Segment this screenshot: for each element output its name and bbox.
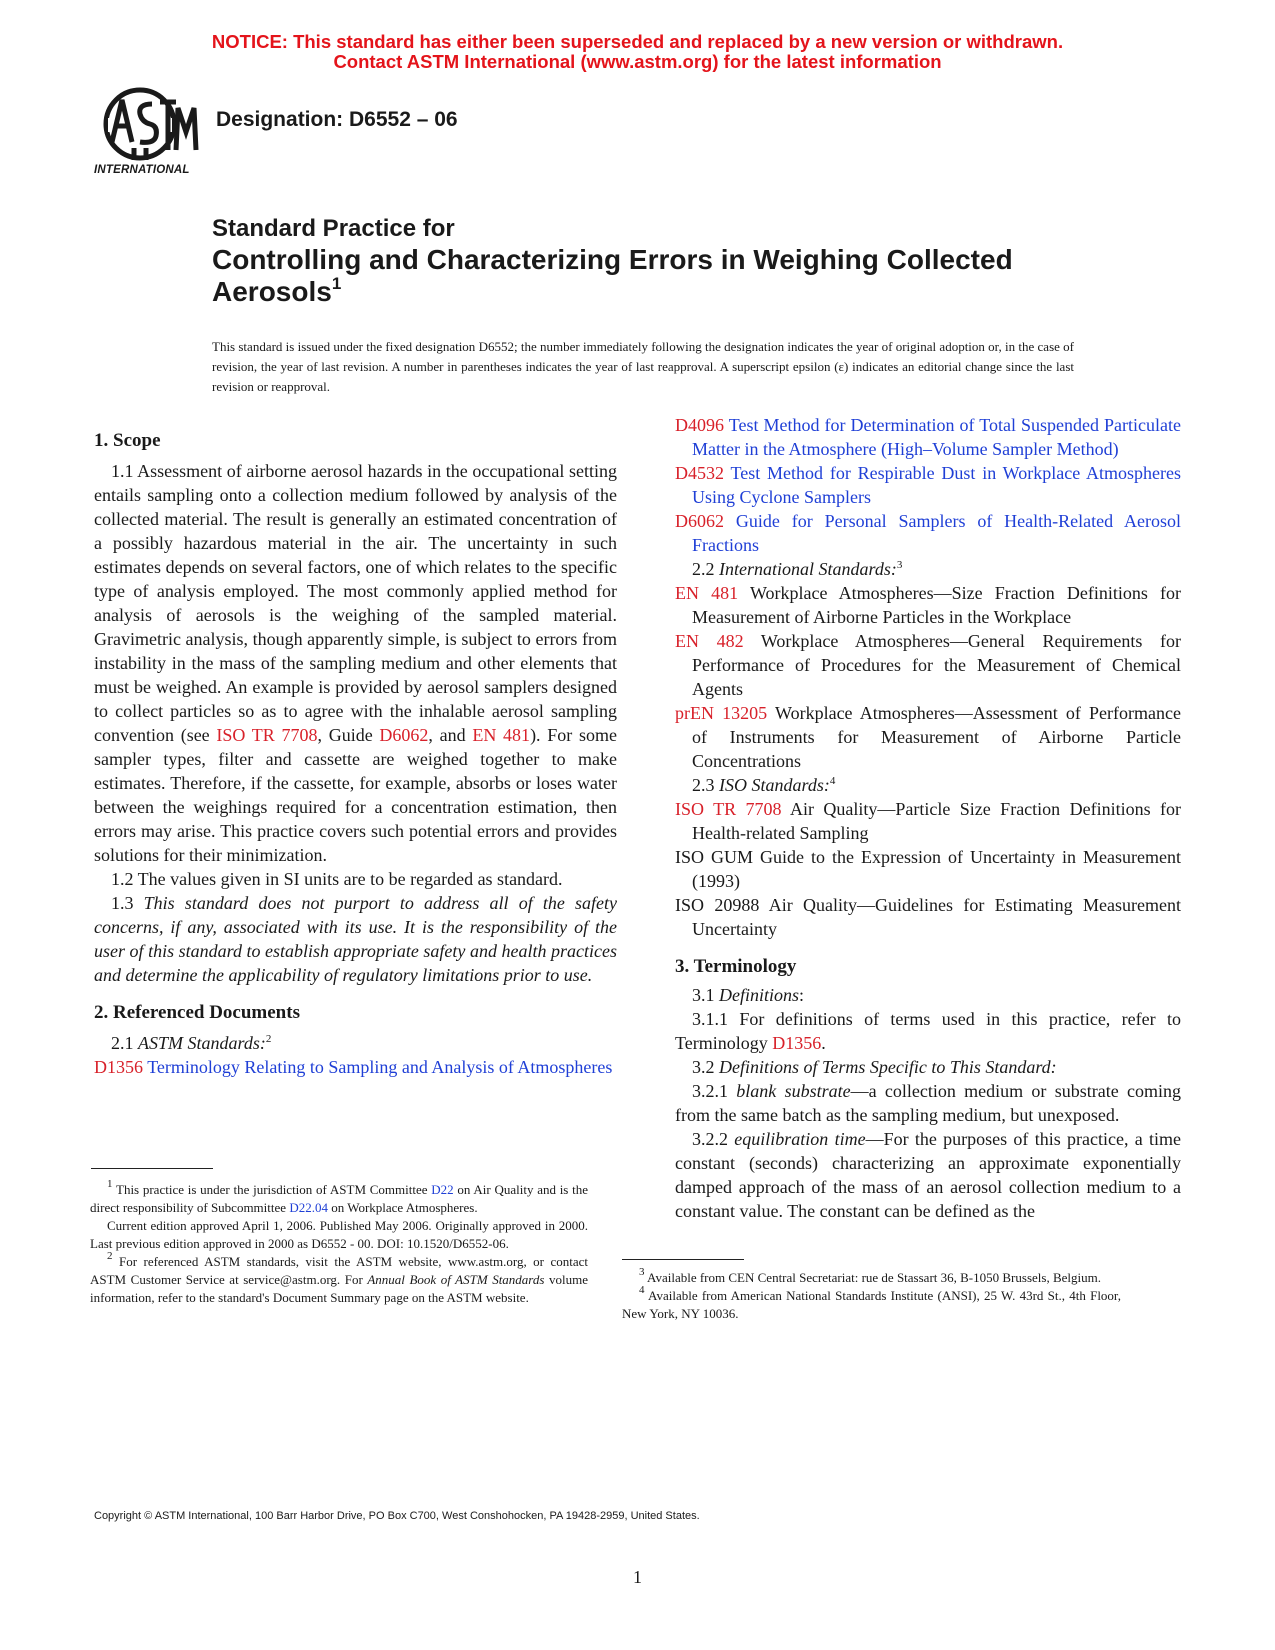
paragraph-3-1-1-text: 3.1.1 For definitions of terms used in this practice, refer to Terminology	[675, 1009, 1181, 1053]
right-column	[675, 413, 1181, 1223]
footnotes-left	[90, 1178, 588, 1307]
paragraph-3-2-2	[675, 1127, 1181, 1223]
footnote-1-b: on Air Quality and is the direct responsibility of Subcommittee	[90, 1182, 588, 1215]
ref-en-482	[675, 629, 1181, 701]
ref-d4532[interactable]	[675, 461, 1181, 509]
term-equilibration-time: equilibration time	[734, 1129, 866, 1149]
astm-label-num: 2.1	[111, 1033, 138, 1053]
paragraph-1-3	[94, 891, 617, 987]
ref-en-482-title: Workplace Atmospheres—General Requirements for Performance of Procedures for the Measurement of Chemical Agents	[692, 631, 1181, 699]
footnote-rule-left	[91, 1168, 213, 1169]
title-footnote-mark: 1	[331, 274, 342, 293]
title-line-3	[212, 276, 1172, 308]
iso-label-text: ISO Standards:	[719, 775, 830, 795]
term-blank-substrate: blank substrate	[736, 1081, 851, 1101]
footnote-rule-right	[622, 1259, 744, 1260]
footnote-4	[622, 1284, 1121, 1323]
paragraph-3-2	[675, 1055, 1181, 1079]
ref-d4096-title[interactable]: Test Method for Determination of Total Suspended Particulate Matter in the Atmosphere (High–Volume Sampler Method)	[692, 415, 1181, 459]
ref-d1356-code[interactable]: D1356	[94, 1057, 143, 1077]
link-d22[interactable]: D22	[431, 1182, 454, 1197]
ref-en-481	[675, 581, 1181, 629]
section-scope-heading: 1. Scope	[94, 430, 161, 451]
paragraph-3-2-1	[675, 1079, 1181, 1127]
paragraph-3-1-colon: :	[799, 985, 805, 1005]
ref-en-481-code[interactable]: EN 481	[675, 583, 739, 603]
footnote-1-c: on Workplace Atmospheres.	[327, 1200, 478, 1215]
title-line-3-text: Aerosols	[212, 276, 332, 307]
ref-en-482-code[interactable]: EN 482	[675, 631, 744, 651]
footnote-2-b: volume information, refer to the standard's Document Summary page on the ASTM website.	[90, 1272, 588, 1305]
notice-line-2: Contact ASTM International (www.astm.org) for the latest information	[333, 51, 942, 72]
issuance-statement: This standard is issued under the fixed designation D6552; the number immediately following the designation indicates the year of original adoption or, in the case of revision, the year of last revision. A number in parentheses indicates the year of last reapproval. A superscript epsilon (ε) indicates an editorial change since the last revision or reapproval.	[212, 339, 1074, 394]
footnote-4-mark: 4	[639, 1284, 645, 1296]
paragraph-3-2-1-def: —a collection medium or substrate coming from the same batch as the sampling medium, but unexposed.	[675, 1081, 1181, 1125]
link-en-481[interactable]: EN 481	[472, 725, 531, 745]
ref-d4532-title[interactable]: Test Method for Respirable Dust in Workplace Atmospheres Using Cyclone Samplers	[692, 463, 1181, 507]
footnote-3	[622, 1266, 1121, 1287]
paragraph-3-1-label: Definitions	[719, 985, 799, 1005]
ref-iso-gum: ISO GUM Guide to the Expression of Uncertainty in Measurement (1993)	[675, 847, 1181, 891]
ref-d6062[interactable]	[675, 509, 1181, 557]
footnotes-right	[622, 1266, 1121, 1323]
paragraph-3-1-1-end: .	[821, 1033, 826, 1053]
ref-d1356-title[interactable]: Terminology Relating to Sampling and Analysis of Atmospheres	[147, 1057, 613, 1077]
paragraph-1-1	[94, 459, 617, 867]
footnote-2-italic: Annual Book of ASTM Standards	[367, 1272, 545, 1287]
paragraph-3-2-1-num: 3.2.1	[692, 1081, 737, 1101]
footnote-2-mark: 2	[107, 1250, 113, 1262]
paragraph-3-1	[675, 983, 1181, 1007]
ref-d1356[interactable]	[94, 1055, 617, 1079]
footnote-1-mark: 1	[107, 1178, 113, 1190]
ref-pren-13205-title: Workplace Atmospheres—Assessment of Performance of Instruments for Measurement of Airborne Particle Concentrations	[692, 703, 1181, 771]
logo-caption: INTERNATIONAL	[94, 164, 190, 176]
ref-iso-tr-7708-code[interactable]: ISO TR 7708	[675, 799, 782, 819]
ref-iso-tr-7708-title: Air Quality—Particle Size Fraction Definitions for Health-related Sampling	[692, 799, 1181, 843]
paragraph-1-1-end: ). For some sampler types, filter and cassette are weighed together to make estimates. Therefore, if the cassette, for example, absorbs or loses water between the weighings required for a concentration estimation, then errors may arise. This practice covers such potential errors and provides solutions for their minimization.	[94, 725, 617, 865]
astm-label-text: ASTM Standards:	[138, 1033, 266, 1053]
withdrawal-notice	[0, 32, 1275, 72]
paragraph-3-2-2-num: 3.2.2	[692, 1129, 735, 1149]
section-terminology-heading: 3. Terminology	[675, 956, 797, 977]
ref-en-481-title: Workplace Atmospheres—Size Fraction Definitions for Measurement of Airborne Particles in the Workplace	[692, 583, 1181, 627]
paragraph-1-1-mid2: , and	[428, 725, 473, 745]
ref-d6062-title[interactable]: Guide for Personal Samplers of Health-Related Aerosol Fractions	[692, 511, 1181, 555]
footnote-1-a: This practice is under the jurisdiction of ASTM Committee	[112, 1182, 432, 1197]
copyright-line: Copyright © ASTM International, 100 Barr Harbor Drive, PO Box C700, West Conshohocken, PA 19428-2959, United States.	[94, 1510, 700, 1522]
footnote-4-text: Available from American National Standards Institute (ANSI), 25 W. 43rd St., 4th Floor, New York, NY 10036.	[622, 1288, 1121, 1321]
ref-iso-20988: ISO 20988 Air Quality—Guidelines for Estimating Measurement Uncertainty	[675, 895, 1181, 939]
astm-standards-label	[94, 1031, 617, 1055]
page-number: 1	[633, 1567, 642, 1587]
footnote-1-edition: Current edition approved April 1, 2006. Published May 2006. Originally approved in 2000. Last previous edition approved in 2000 as D6552 - 00. DOI: 10.1520/D6552-06.	[90, 1218, 588, 1251]
section-referenced-heading: 2. Referenced Documents	[94, 1002, 300, 1023]
link-iso-tr-7708[interactable]: ISO TR 7708	[216, 725, 318, 745]
ref-pren-13205	[675, 701, 1181, 773]
link-d22-04[interactable]: D22.04	[289, 1200, 328, 1215]
document-title	[212, 214, 1172, 308]
paragraph-1-1-text: 1.1 Assessment of airborne aerosol hazards in the occupational setting entails sampling onto a collection medium followed by analysis of the collected material. The result is generally an estimated concentration of a possibly hazardous material in the air. The uncertainty in such estimates depends on several factors, one of which relates to the specific type of analysis employed. The most commonly applied method for analysis of aerosols is the weighing of the sampled material. Gravimetric analysis, though apparently simple, is subject to errors from instability in the mass of the sampling medium and other elements that must be weighed. An example is provided by aerosol samplers designed to collect particles so as to agree with the inhalable aerosol sampling convention (see	[94, 461, 617, 745]
paragraph-3-2-num: 3.2	[692, 1057, 719, 1077]
footnote-2	[90, 1250, 588, 1307]
title-line-2: Controlling and Characterizing Errors in Weighing Collected	[212, 244, 1013, 275]
international-standards-label	[675, 557, 1181, 581]
paragraph-1-3-text: This standard does not purport to address all of the safety concerns, if any, associated with its use. It is the responsibility of the user of this standard to establish appropriate safety and health practices and determine the applicability of regulatory limitations prior to use.	[94, 893, 618, 985]
paragraph-1-1-mid1: , Guide	[317, 725, 380, 745]
intl-label-sup: 3	[896, 559, 903, 571]
ref-pren-13205-code[interactable]: prEN 13205	[675, 703, 768, 723]
iso-standards-label	[675, 773, 1181, 797]
left-column	[94, 429, 617, 1079]
footnote-3-text: Available from CEN Central Secretariat: rue de Stassart 36, B-1050 Brussels, Belgium.	[644, 1270, 1101, 1285]
paragraph-3-1-1	[675, 1007, 1181, 1055]
ref-d6062-code[interactable]: D6062	[675, 511, 724, 531]
notice-line-1: NOTICE: This standard has either been superseded and replaced by a new version or withdrawn.	[211, 31, 1064, 52]
iso-label-num: 2.3	[692, 775, 719, 795]
footnote-2-a: For referenced ASTM standards, visit the ASTM website, www.astm.org, or contact ASTM Customer Service at service@astm.org. For	[90, 1254, 588, 1287]
intl-label-text: International Standards:	[719, 559, 897, 579]
designation: Designation: D6552 – 06	[216, 108, 458, 131]
paragraph-1-2: 1.2 The values given in SI units are to be regarded as standard.	[111, 869, 563, 889]
paragraph-3-2-label: Definitions of Terms Specific to This Standard:	[719, 1057, 1057, 1077]
link-d6062[interactable]: D6062	[379, 725, 429, 745]
iso-label-sup: 4	[829, 775, 836, 787]
paragraph-1-3-num: 1.3	[111, 893, 144, 913]
astm-label-sup: 2	[265, 1033, 272, 1045]
footnote-3-mark: 3	[639, 1266, 645, 1278]
title-line-1: Standard Practice for	[212, 215, 455, 242]
paragraph-3-1-num: 3.1	[692, 985, 719, 1005]
ref-d4096-code[interactable]: D4096	[675, 415, 724, 435]
ref-d4532-code[interactable]: D4532	[675, 463, 724, 483]
ref-d4096[interactable]	[675, 413, 1181, 461]
link-d1356[interactable]: D1356	[772, 1033, 822, 1053]
paragraph-3-2-2-def: —For the purposes of this practice, a time constant (seconds) characterizing an approximate exponentially damped approach of the mass of an aerosol collection medium to a constant value. The constant can be defined as the	[675, 1129, 1181, 1221]
astm-logo	[94, 84, 204, 184]
ref-iso-tr-7708	[675, 797, 1181, 845]
footnote-1	[90, 1178, 588, 1217]
intl-label-num: 2.2	[692, 559, 719, 579]
